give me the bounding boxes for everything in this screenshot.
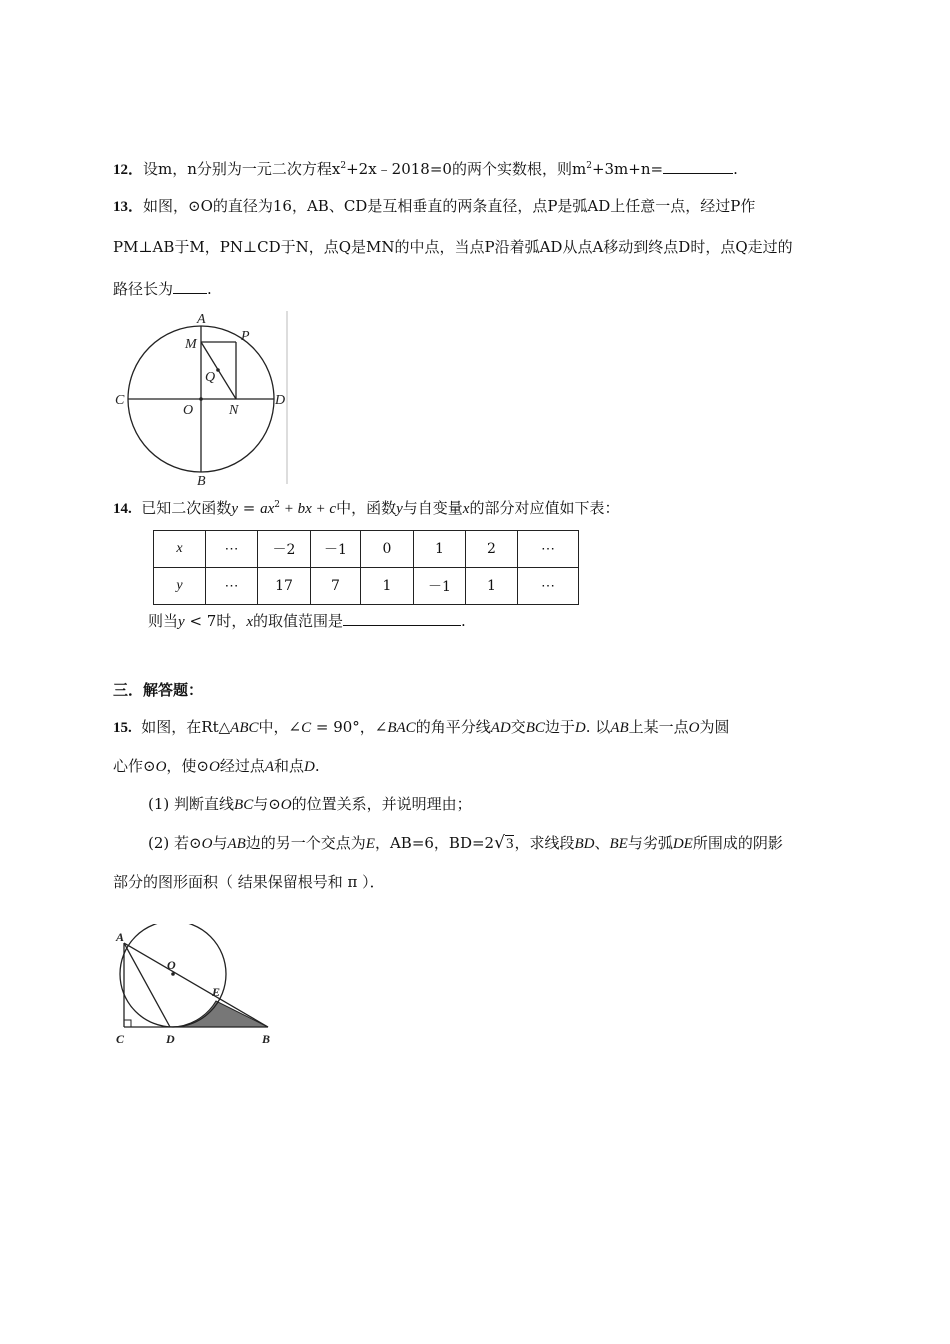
question-text: 与⊙	[253, 795, 281, 813]
superscript: 2	[274, 500, 280, 510]
label-d: D	[275, 393, 286, 408]
question-12	[113, 158, 738, 181]
math-var: O	[280, 797, 292, 813]
superscript: 2	[340, 161, 347, 171]
question-15-line-2	[113, 755, 320, 778]
label-d: D	[166, 1032, 175, 1046]
question-number: 14.	[113, 501, 132, 517]
table-cell: ⋯	[206, 531, 258, 568]
question-text: 部分的图形面积（ 结果保留根号和 π ）．	[113, 873, 385, 891]
math-var: x	[246, 614, 254, 630]
table-cell: 1	[414, 531, 466, 568]
question-text: 的位置关系，并说明理由；	[291, 795, 472, 813]
question-text: 与自变量	[402, 499, 463, 517]
math-var: A	[264, 759, 275, 775]
table-cell: 7	[311, 568, 361, 605]
question-text: 边于	[544, 718, 575, 736]
sqrt-value: 3	[505, 836, 514, 852]
math-term: ax	[260, 501, 275, 517]
label-b: B	[197, 474, 206, 486]
question-text: 如图，⊙O的直径为16，AB、CD是互相垂直的两条直径，点P是弧AD上任意一点，经过P作	[143, 197, 756, 215]
question-text: 已知二次函数	[141, 499, 232, 517]
question-text: +2x﹣2018=0的两个实数根，则m	[346, 160, 587, 178]
question-text: ，AB=6，BD=2	[374, 834, 495, 852]
question-text: +3m+n=	[591, 160, 664, 178]
section-title: 三．解答题：	[113, 681, 204, 699]
label-a: A	[197, 312, 206, 327]
question-text: 经过点	[219, 757, 265, 775]
math-var: D	[304, 759, 315, 775]
table-cell: 2	[466, 531, 518, 568]
point-q	[216, 368, 220, 372]
question-text: 与劣弧	[627, 834, 673, 852]
math-term: + c	[311, 501, 337, 517]
answer-blank	[663, 159, 733, 174]
question-text: 路径长为	[113, 280, 174, 298]
question-text: 心作⊙	[113, 757, 156, 775]
point-o	[171, 972, 175, 976]
label-e: E	[212, 985, 221, 999]
math-var: BC	[234, 797, 254, 813]
label-n: N	[229, 403, 239, 418]
triangle-circle-figure-q15	[110, 924, 280, 1050]
question-number: 13．	[113, 199, 144, 215]
sqrt-icon: √	[494, 833, 505, 853]
math-var: y	[231, 501, 238, 517]
question-text: < 7时，	[184, 612, 247, 630]
math-var: DE	[672, 836, 693, 852]
question-text: 中，∠	[258, 718, 302, 736]
math-var: C	[301, 720, 312, 736]
right-angle-mark	[124, 1020, 131, 1027]
math-op: =	[237, 499, 261, 517]
math-term: + bx	[280, 501, 312, 517]
math-var: O	[155, 759, 167, 775]
question-text: 、	[594, 834, 610, 852]
table-cell: x	[154, 531, 206, 568]
math-var: AD	[490, 720, 511, 736]
question-14	[113, 497, 619, 520]
question-text: 所围成的阴影	[692, 834, 783, 852]
label-o: O	[183, 403, 194, 418]
label-a: A	[116, 930, 125, 944]
question-text: 上某一点	[628, 718, 689, 736]
question-text: (1) 判断直线	[148, 795, 235, 813]
question-text: = 90°，∠	[311, 718, 388, 736]
question-13-line-3	[113, 278, 212, 300]
table-cell: ⋯	[518, 568, 579, 605]
question-text: 的部分对应值如下表：	[469, 499, 620, 517]
point-o	[199, 397, 203, 401]
question-number: 15.	[113, 720, 132, 736]
punctuation: .	[733, 160, 738, 178]
question-13-line-1	[113, 195, 755, 218]
answer-blank	[343, 611, 461, 626]
answer-blank	[173, 279, 207, 294]
question-text: . 以	[585, 718, 611, 736]
label-p: P	[241, 329, 250, 344]
math-var: AB	[610, 720, 629, 736]
label-m: M	[185, 337, 197, 352]
math-var: BD	[574, 836, 595, 852]
segment-ad	[124, 943, 170, 1027]
punctuation: .	[207, 280, 212, 298]
question-text: 为圆	[699, 718, 730, 736]
section-heading	[113, 679, 203, 701]
question-15-part-2	[148, 832, 783, 855]
value-table	[153, 530, 579, 605]
table-cell: ⋯	[518, 531, 579, 568]
punctuation: .	[461, 612, 466, 630]
table-cell: 17	[258, 568, 311, 605]
question-text: 交	[510, 718, 526, 736]
math-var: O	[209, 759, 220, 775]
table-cell: 1	[466, 568, 518, 605]
math-var: BE	[609, 836, 628, 852]
math-var: y	[396, 501, 403, 517]
question-text: 与	[212, 834, 228, 852]
shaded-region	[170, 1001, 268, 1027]
label-c: C	[116, 1032, 125, 1046]
table-cell: y	[154, 568, 206, 605]
table-cell: ⋯	[206, 568, 258, 605]
question-text: 如图，在Rt△	[141, 718, 231, 736]
question-14-follow	[148, 610, 466, 633]
table-cell: －2	[258, 531, 311, 568]
table-row-y	[154, 568, 579, 605]
question-13-line-2	[113, 236, 793, 258]
math-var: y	[178, 614, 185, 630]
question-number: 12．	[113, 162, 144, 178]
table-cell: 0	[361, 531, 414, 568]
math-var: x	[462, 501, 470, 517]
math-var: E	[365, 836, 375, 852]
question-text: PM⊥AB于M，PN⊥CD于N，点Q是MN的中点，当点P沿着弧AD从点A移动到终点D时，点Q走过的	[113, 238, 793, 256]
question-text: 则当	[148, 612, 179, 630]
segment-ab	[124, 943, 268, 1027]
table-cell: 1	[361, 568, 414, 605]
question-text: 和点	[274, 757, 305, 775]
punctuation: .	[314, 757, 320, 775]
math-var: AB	[227, 836, 246, 852]
question-15-line-5	[113, 871, 385, 893]
math-var: BAC	[387, 720, 416, 736]
math-var: O	[201, 836, 213, 852]
math-var: BC	[525, 720, 545, 736]
question-text: 边的另一个交点为	[245, 834, 366, 852]
math-var: D	[574, 720, 586, 736]
label-o: O	[167, 958, 176, 972]
question-15-part-1	[148, 793, 472, 816]
circle-figure-q13	[113, 309, 288, 486]
question-text: 的取值范围是	[253, 612, 344, 630]
question-text: 的角平分线	[415, 718, 491, 736]
table-cell: －1	[414, 568, 466, 605]
math-var: O	[688, 720, 700, 736]
math-var: ABC	[230, 720, 259, 736]
label-c: C	[115, 393, 125, 408]
question-text: (2) 若⊙	[148, 834, 202, 852]
label-q: Q	[205, 370, 216, 385]
question-text: ，使⊙	[166, 757, 209, 775]
label-b: B	[262, 1032, 271, 1046]
table-row-x	[154, 531, 579, 568]
question-15-line-1	[113, 716, 730, 739]
question-text: 中，函数	[336, 499, 397, 517]
superscript: 2	[586, 161, 592, 171]
table-cell: －1	[311, 531, 361, 568]
question-text: 设m，n分别为一元二次方程x	[143, 160, 341, 178]
question-text: ，求线段	[514, 834, 575, 852]
